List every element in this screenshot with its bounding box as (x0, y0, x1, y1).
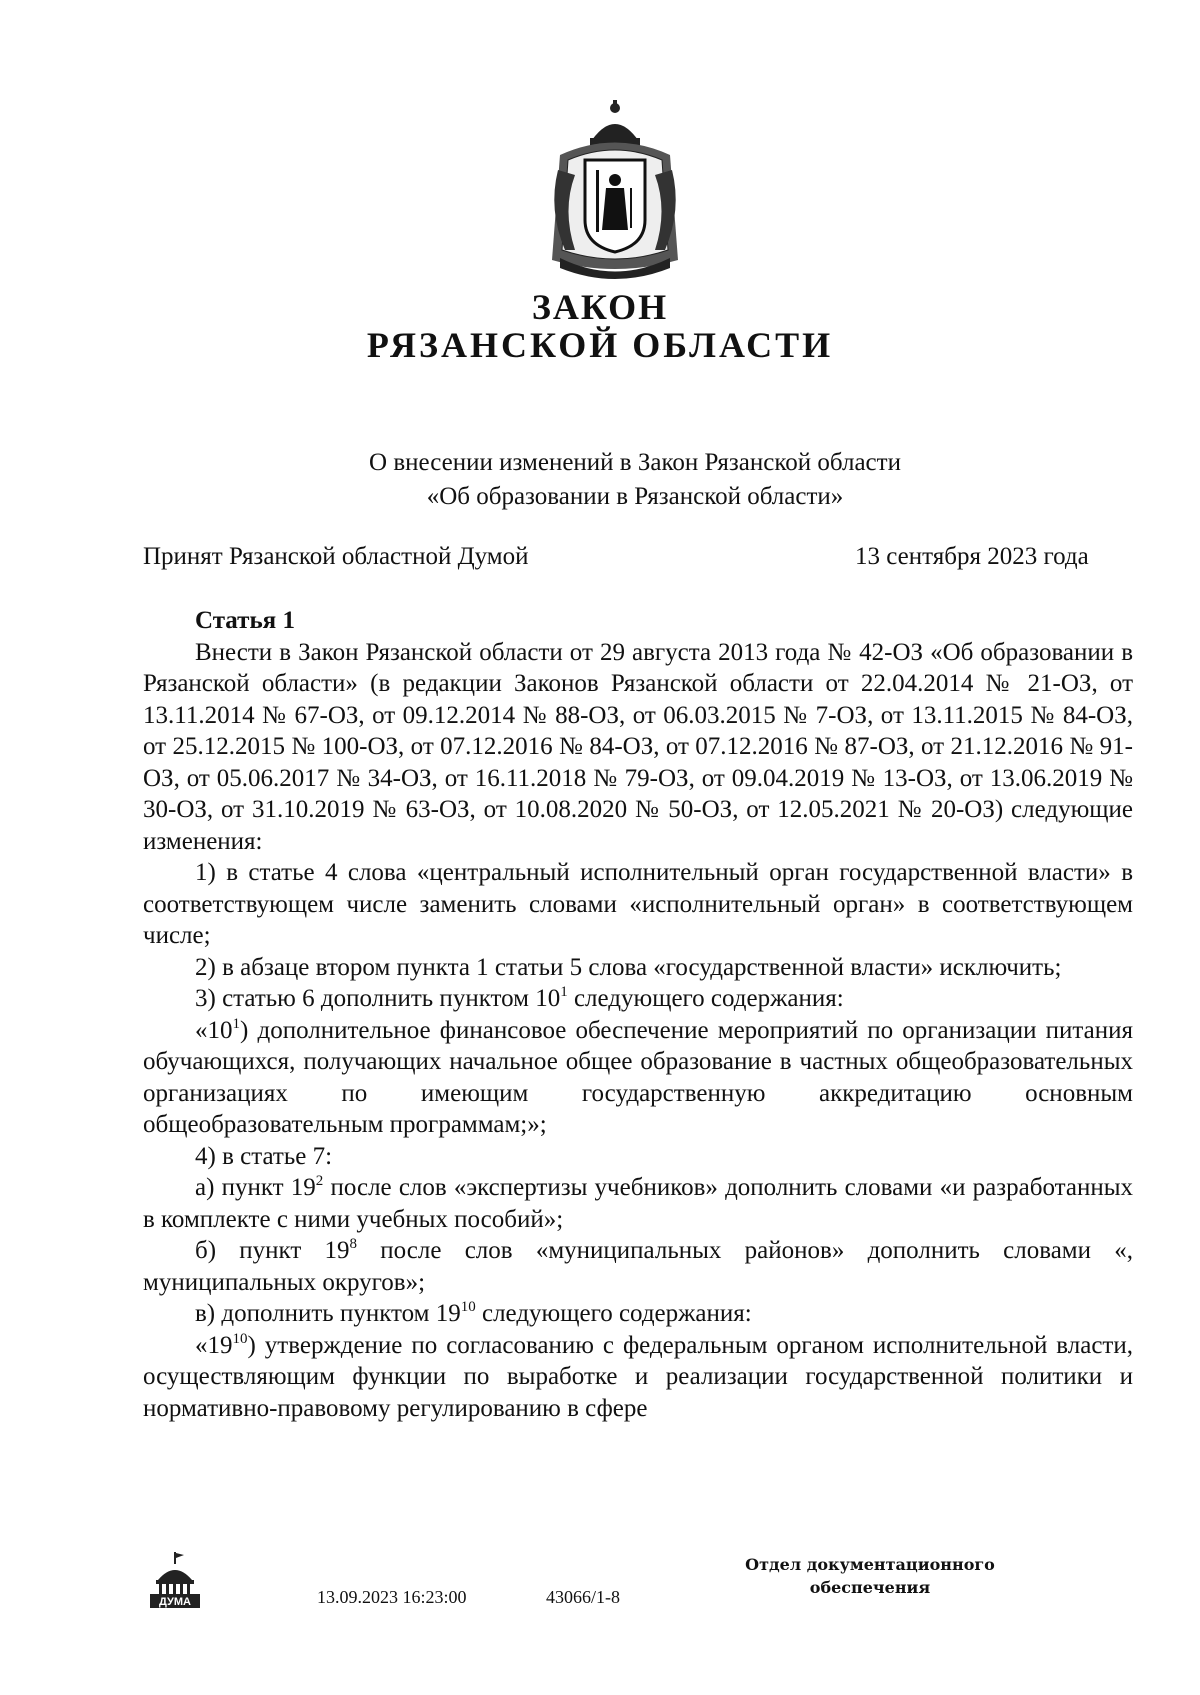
amendment-item-1: 1) в статье 4 слова «центральный исполнительный орган государственной власти» в соответствующем числе заменить словами «исполнительный орган» в соответствующем числе; (143, 859, 1133, 949)
amendment-item-4b: б) пункт $19^8$ после слов «муниципальных районов» дополнить словами «, муниципальных округов»; (143, 1236, 1133, 1296)
amendment-item-4a: а) пункт $19^2$ после слов «экспертизы учебников» дополнить словами «и разработанных в комплекте с ними учебных пособий»; (143, 1173, 1134, 1233)
document-type-title: ЗАКОН (531, 287, 669, 327)
article-intro: Внести в Закон Рязанской области от 29 августа 2013 года № 42-ОЗ «Об образовании в Рязанской области» (в редакции Законов Рязанской области от 22.04.2014 № 21-ОЗ, от 13.11.2014 № 67-ОЗ, от 09.12.2014 № 88-ОЗ, от 06.03.2015 № 7-ОЗ, от 13.11.2015 № 84-ОЗ, от 25.12.2015 № 100-ОЗ, от 07.12.2016 № 84-ОЗ, от 07.12.2016 № 87-ОЗ, от 21.12.2016 № 91-ОЗ, от 05.06.2017 № 34-ОЗ, от 16.11.2018 № 79-ОЗ, от 09.04.2019 № 13-ОЗ, от 13.06.2019 № 30-ОЗ, от 31.10.2019 № 63-ОЗ, от 10.08.2020 № 50-ОЗ, от 12.05.2021 № 20-ОЗ) следующие изменения: (143, 638, 1133, 855)
article-heading: Статья 1 (195, 607, 295, 634)
svg-text:ДУМА: ДУМА (159, 1596, 191, 1608)
department-name-line2: обеспечения (809, 1578, 931, 1597)
law-subject-line2: «Об образовании в Рязанской области» (426, 483, 844, 510)
amendment-item-4: 4) в статье 7: (195, 1142, 333, 1170)
duma-building-icon (148, 1552, 202, 1610)
amendment-item-2: 2) в абзаце втором пункта 1 статьи 5 слова «государственной власти» исключить; (195, 953, 1062, 981)
amendment-quote-1: «$10^1$) дополнительное финансовое обеспечение мероприятий по организации питания обучающихся, получающих начальное общее образование в частных общеобразовательных организациях по имеющим государственную аккредитацию основным общеобразовательным программам;»; (143, 1015, 1133, 1138)
law-subject-line1: О внесении изменений в Закон Рязанской области (369, 449, 901, 476)
department-name-line1: Отдел документационного (745, 1555, 995, 1574)
coat-of-arms-icon (540, 100, 690, 285)
registration-datetime: 13.09.2023 16:23:00 (317, 1587, 467, 1607)
amendment-item-3: 3) статью 6 дополнить пунктом $10^1$ следующего содержания: (195, 984, 844, 1012)
amendment-item-4c: в) дополнить пунктом $19^{10}$ следующего содержания: (195, 1299, 752, 1327)
region-title: РЯЗАНСКОЙ ОБЛАСТИ (366, 325, 834, 365)
amendment-quote-2: «$19^{10}$) утверждение по согласованию с федеральным органом исполнительной власти, осуществляющим функции по выработке и реализации государственной политики и нормативно-правовому регулированию в сфере (143, 1330, 1133, 1422)
adopted-date: 13 сентября 2023 года (855, 543, 1089, 570)
registration-number: 43066/1-8 (546, 1587, 620, 1607)
adopted-by: Принят Рязанской областной Думой (143, 543, 529, 570)
article-body (143, 605, 1133, 1424)
